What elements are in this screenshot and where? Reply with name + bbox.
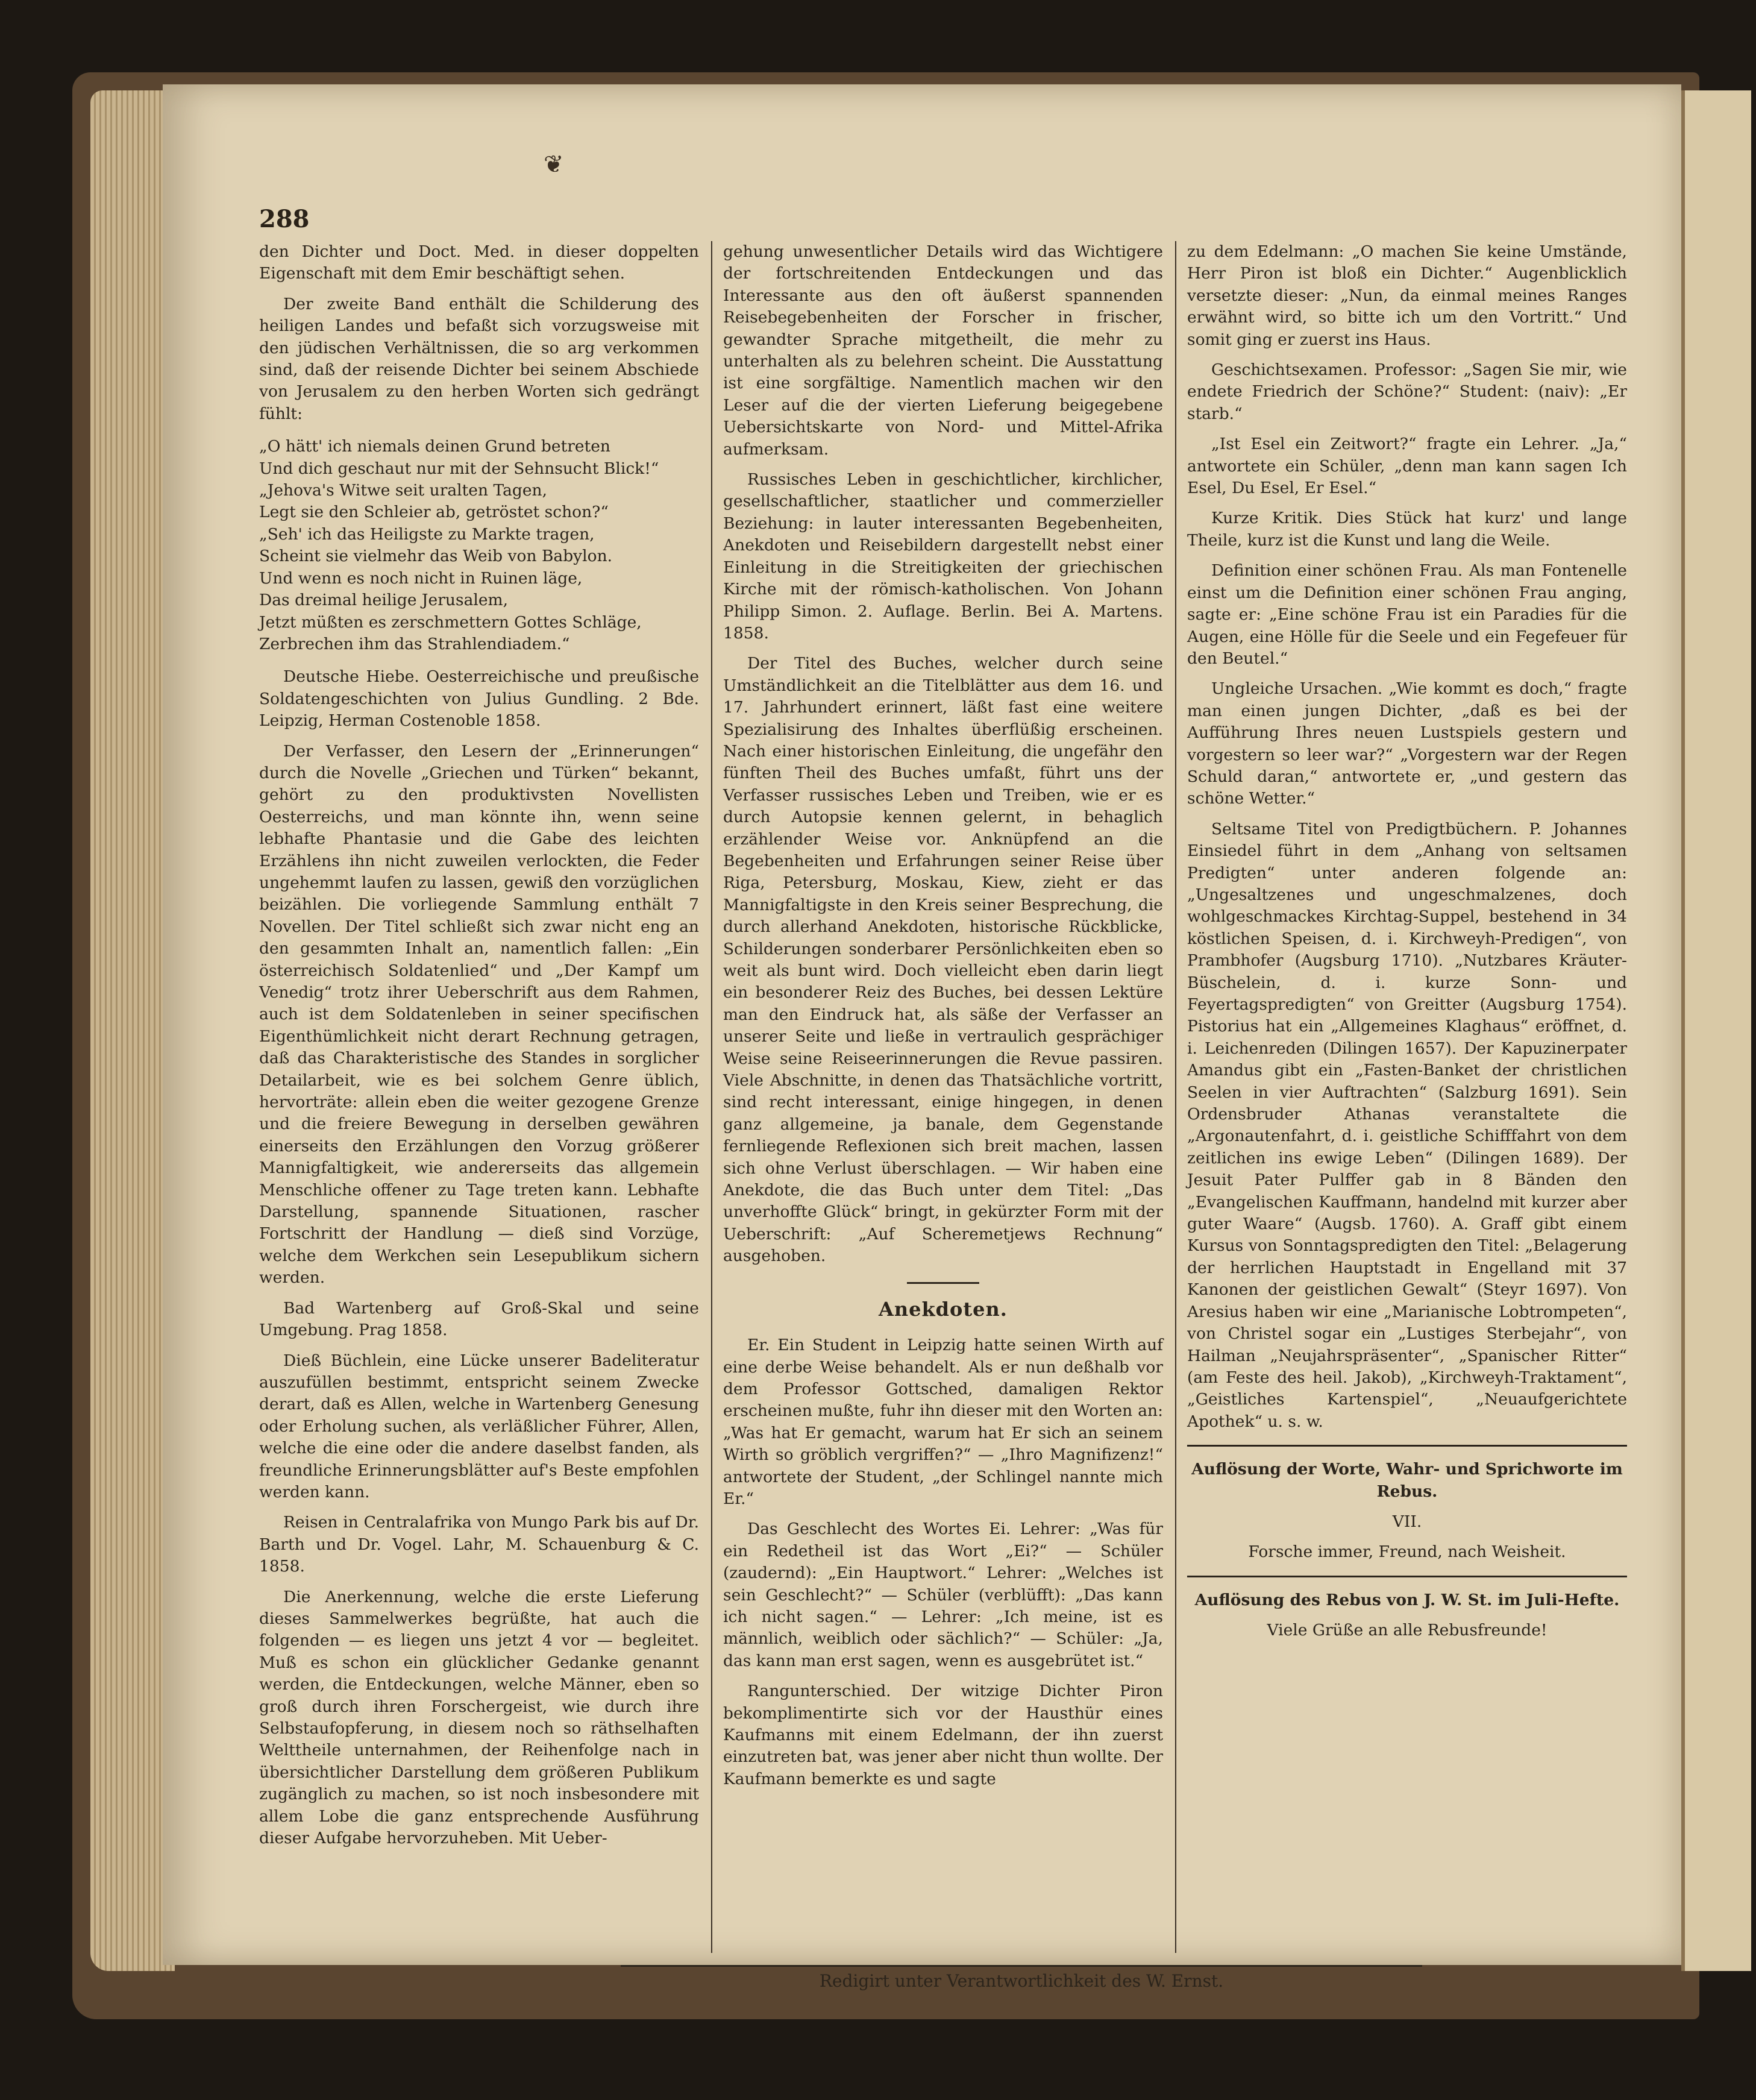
anecdote: „Ist Esel ein Zeitwort?“ fragte ein Lehrer. „Ja,“ antwortete ein Schüler, „denn man kann sagen Ich Esel, Du Esel, Er Esel.“ xyxy=(1187,435,1627,498)
ornament-icon: ❦ xyxy=(544,151,564,178)
paragraph: Dieß Büchlein, eine Lücke unserer Badeliteratur auszufüllen bestimmt, entspricht seinem Zwecke derart, daß es Allen, welche in Wartenberg Genesung oder Erholung suchen, als verläßlicher Führer, Allen, welche die eine oder die andere daselbst fanden, als freundliche Erinnerungsblätter auf's Beste empfohlen werden kann. xyxy=(259,1351,699,1501)
facing-page-edge xyxy=(1681,90,1751,1971)
poem-line: „Seh' ich das Heiligste zu Markte tragen, xyxy=(259,524,595,544)
book-review-title: Deutsche Hiebe. Oesterreichische und preußische Soldatengeschichten von Julius Gundling. 2 Bde. Leipzig, Herman Costenoble 1858. xyxy=(259,667,699,731)
greeting: Viele Grüße an alle Rebusfreunde! xyxy=(1267,1621,1547,1640)
book-review-title: Russisches Leben in geschichtlicher, kirchlicher, gesellschaftlicher, staatlicher und commerzieller Beziehung: in lauter interessanten Begebenheiten, Anekdoten und Reisebildern dargestellt nebst einer Einleitung in die Streitigkeiten der griechischen Kirche mit der römisch-katholischen. Von Johann Philipp Simon. 2. Auflage. Berlin. Bei A. Martens. 1858. xyxy=(723,470,1163,643)
poem-line: „Jehova's Witwe seit uralten Tagen, xyxy=(259,481,548,500)
poem-line: Legt sie den Schleier ab, getröstet schon?“ xyxy=(259,503,609,522)
paragraph: gehung unwesentlicher Details wird das Wichtigere der fortschreitenden Entdeckungen und das Interessante aus den oft äußerst spannenden Reisebegebenheiten der Forscher in frischer, gewandter Sprache mitgetheilt, die mehr zu unterhalten als zu belehren scheint. Die Ausstattung ist eine sorgfältige. Namentlich machen wir den Leser auf die der vierten Lieferung beigegebene Uebersichtskarte von Nord- und Mittel-Afrika aufmerksam. xyxy=(723,242,1163,459)
column-2 xyxy=(723,241,1163,1799)
column-3 xyxy=(1187,241,1627,1650)
poem-line: Zerbrechen ihm das Strahlendiadem.“ xyxy=(259,634,570,653)
paragraph: Der Titel des Buches, welcher durch seine Umständlichkeit an die Titelblätter aus dem 16. und 17. Jahrhundert erinnert, läßt fast eine weitere Spezialisirung des Inhaltes überflüßig erscheinen. Nach einer historischen Einleitung, die ungefähr den fünften Theil des Buches umfaßt, führt uns der Verfasser russisches Leben und Treiben, wie er es durch Autopsie kennen gelernt, in behaglich erzählender Weise vor. Anknüpfend an die Begebenheiten und Erfahrungen seiner Reise über Riga, Petersburg, Moskau, Kiew, zieht er das Mannigfaltigste in den Kreis seiner Besprechung, die durch allerhand Anekdoten, historische Rückblicke, Schilderungen sonderbarer Persönlichkeiten eben so weit als bunt wird. Doch vielleicht eben darin liegt ein besonderer Reiz des Buches, bei dessen Lektüre man den Eindruck hat, als säße der Verfasser an unserer Seite und ließe in vertraulich gesprächiger Weise seine Reiseerinnerungen die Revue passiren. Viele Abschnitte, in denen das Thatsächliche vortritt, sind recht interessant, einige hingegen, in denen ganz allgemeine, ja banale, dem Gegenstande fernliegende Reflexionen sich breit machen, lassen sich ohne Verlust überschlagen. — Wir haben eine Anekdote, die das Buch unter dem Titel: „Das unverhoffte Glück“ bringt, in gekürzter Form mit der Ueberschrift: „Auf Scheremetjews Rechnung“ ausgehoben. xyxy=(723,654,1163,1266)
poem-line: Das dreimal heilige Jerusalem, xyxy=(259,591,509,610)
anecdote: Definition einer schönen Frau. Als man Fontenelle einst um die Definition einer schönen Frau anging, sagte er: „Eine schöne Frau ist ein Paradies für die Augen, eine Hölle für die Seele und ein Fegefeuer für den Beutel.“ xyxy=(1187,561,1627,668)
anecdote: Rangunterschied. Der witzige Dichter Piron bekomplimentirte sich vor der Hausthür eines Kaufmanns mit einem Edelmann, der ihn zuerst einzutreten bat, was jener aber nicht thun wollte. Der Kaufmann bemerkte es und sagte xyxy=(723,1682,1163,1788)
column-divider xyxy=(711,241,712,1953)
anecdote: zu dem Edelmann: „O machen Sie keine Umstände, Herr Piron ist bloß ein Dichter.“ Augenblicklich versetzte dieser: „Nun, da einmal meines Ranges erwähnt wird, so bitte ich um den Vortritt.“ Und somit ging er zuerst ins Haus. xyxy=(1187,242,1627,349)
printed-page xyxy=(163,84,1681,1991)
poem-line: Und dich geschaut nur mit der Sehnsucht Blick!“ xyxy=(259,459,659,478)
column-1 xyxy=(259,241,699,1858)
rebus-number: VII. xyxy=(1392,1512,1422,1531)
poem-line: Und wenn es noch nicht in Ruinen läge, xyxy=(259,568,583,588)
rebus-solution: Forsche immer, Freund, nach Weisheit. xyxy=(1248,1542,1566,1562)
anecdote: Kurze Kritik. Dies Stück hat kurz' und lange Theile, kurz ist die Kunst und lang die Weile. xyxy=(1187,509,1627,550)
anecdote: Seltsame Titel von Predigtbüchern. P. Johannes Einsiedel führt in dem „Anhang von seltsamen Predigten“ unter anderen folgende an: „Ungesaltzenes und ungeschmalzenes, doch wohlgeschmackes Kirchtag-Suppel, bestehend in 34 köstlichen Speisen, d. i. Kirchweyh-Predigen“, von Prambhofer (Augsburg 1710). „Nutzbares Kräuter-Büschelein, d. i. kurze Sonn- und Feyertagspredigten“ von Greitter (Augsburg 1754). Pistorius hat ein „Allgemeines Klaghaus“ eröffnet, d. i. Leichenreden (Dilingen 1657). Der Kapuzinerpater Amandus gibt ein „Fasten-Banket der christlichen Seelen in vier Auftrachten“ (Salzburg 1691). Sein Ordensbruder Athanas veranstaltete die „Argonautenfahrt, d. i. geistliche Schifffahrt von dem zeitlichen ins ewige Leben“ (Dilingen 1689). Der Jesuit Pater Pulffer gab in 8 Bänden den „Evangelischen Kauffmann, handelnd mit kurzer aber guter Waare“ (Augsb. 1760). A. Graff gibt einem Kursus von Sonntagspredigten den Titel: „Belagerung der herrlichen Hauptstadt in Engelland mit 37 Kanonen der geistlichen Gewalt“ (Steyr 1697). Von Aresius haben wir eine „Marianische Lobtrompeten“, von Christel sogar ein „Lustiges Sterbejahr“, von Hailman „Neujahrspräsenter“, „Spanischer Ritter“ (am Feste des heil. Jakob), „Kirchweyh-Traktament“, „Geistliches Kartenspiel“, „Neuaufgerichtete Apothek“ u. s. w. xyxy=(1187,819,1627,1431)
anecdote: Ungleiche Ursachen. „Wie kommt es doch,“ fragte man einen jungen Dichter, „daß es bei der Aufführung Ihres neuen Lustspiels gestern und vorgestern so leer war?“ „Vorgestern war der Regen Schuld daran,“ antwortete er, „und gestern das schöne Wetter.“ xyxy=(1187,679,1627,808)
poem-line: Scheint sie vielmehr das Weib von Babylon. xyxy=(259,547,613,566)
paragraph: Die Anerkennung, welche die erste Lieferung dieses Sammelwerkes begrüßte, hat auch die folgenden — es liegen uns jetzt 4 vor — begleitet. Muß es schon ein glücklicher Gedanke genannt werden, die Entdeckungen, welche Männer, eben so groß durch ihren Forschergeist, wie durch ihre Selbstaufopferung, in diesem noch so räthselhaften Welttheile unternahmen, der Reihenfolge nach in übersichtlicher Darstellung dem größeren Publikum zugänglich zu machen, so ist noch insbesondere mit allem Lobe die ganz entsprechende Ausführung dieser Aufgabe hervorzuheben. Mit Ueber- xyxy=(259,1587,699,1848)
book-review-title: Bad Wartenberg auf Groß-Skal und seine Umgebung. Prag 1858. xyxy=(259,1298,699,1340)
paragraph: Der zweite Band enthält die Schilderung des heiligen Landes und befaßt sich vorzugsweise mit den jüdischen Verhältnissen, die so arg verkommen sind, daß der reisende Dichter bei seinem Abschiede von Jerusalem zu den herben Worten sich gedrängt fühlt: xyxy=(259,294,699,423)
editor-footer: Redigirt unter Verantwortlichkeit des W. Ernst. xyxy=(819,1971,1224,1991)
anecdote: Er. Ein Student in Leipzig hatte seinen Wirth auf eine derbe Weise behandelt. Als er nun deßhalb vor dem Professor Gottsched, damaligen Rektor erscheinen mußte, fuhr ihn dieser mit den Worten an: „Was hat Er gemacht, warum hat Er sich an seinem Wirth so gröblich vergriffen?“ — „Ihro Magnifizenz!“ antwortete der Student, „der Schlingel nannte mich Er.“ xyxy=(723,1336,1163,1508)
section-rule xyxy=(1187,1576,1627,1577)
anecdote: Geschichtsexamen. Professor: „Sagen Sie mir, wie endete Friedrich der Schöne?“ Student: (naiv): „Er starb.“ xyxy=(1187,360,1627,423)
rebus-solution-title: Auflösung des Rebus von J. W. St. im Juli-Hefte. xyxy=(1194,1590,1620,1609)
poem-line: Jetzt müßten es zerschmettern Gottes Schläge, xyxy=(259,612,642,632)
poem xyxy=(259,436,699,655)
page-edges xyxy=(90,90,175,1971)
page-number: 288 xyxy=(259,205,310,233)
section-rule xyxy=(907,1282,979,1284)
paragraph: den Dichter und Doct. Med. in dieser doppelten Eigenschaft mit dem Emir beschäftigt sehen. xyxy=(259,242,699,283)
paragraph: Der Verfasser, den Lesern der „Erinnerungen“ durch die Novelle „Griechen und Türken“ bekannt, gehört zu den produktivsten Novellisten Oesterreichs, und man könnte ihn, wenn seine lebhafte Phantasie und die Gabe des leichten Erzählens ihn nicht zuweilen verlockten, die Feder ungehemmt laufen zu lassen, gewiß den vorzüglichen beizählen. Die vorliegende Sammlung enthält 7 Novellen. Der Titel schließt sich zwar nicht eng an den gesammten Inhalt an, namentlich fallen: „Ein österreichisch Soldatenlied“ und „Der Kampf um Venedig“ trotz ihrer Ueberschrift aus dem Rahmen, auch ist dem Soldatenleben in seiner specifischen Eigenthümlichkeit nicht derart Rechnung getragen, daß das Charakteristische des Standes in sorglicher Detailarbeit, wie es bei solchem Genre üblich, hervorträte: allein eben die weiter gezogene Grenze und die freiere Bewegung in derselben gewähren einerseits den Erzählungen den Vorzug größerer Mannigfaltigkeit, wie andererseits das allgemein Menschliche offener zu Tage treten kann. Lebhafte Darstellung, spannende Situationen, rascher Fortschritt der Handlung — dieß sind Vorzüge, welche dem Werkchen sein Lesepublikum sichern werden. xyxy=(259,741,699,1287)
column-divider xyxy=(1175,241,1176,1953)
footer-rule xyxy=(621,1965,1422,1967)
section-heading: Anekdoten. xyxy=(879,1297,1008,1321)
rebus-solution-title: Auflösung der Worte, Wahr- und Sprichworte im Rebus. xyxy=(1191,1460,1623,1501)
anecdote: Das Geschlecht des Wortes Ei. Lehrer: „Was für ein Redetheil ist das Wort „Ei?“ — Schüler (zaudernd): „Ein Hauptwort.“ Lehrer: „Welches ist sein Geschlecht?“ — Schüler (verblüfft): „Das kann ich nicht sagen.“ — Lehrer: „Ich meine, ist es männlich, weiblich oder sächlich?“ — Schüler: „Ja, das kann man erst sagen, wenn es ausgebrütet ist.“ xyxy=(723,1520,1163,1670)
section-rule xyxy=(1187,1445,1627,1447)
poem-line: „O hätt' ich niemals deinen Grund betreten xyxy=(259,437,610,456)
book-review-title: Reisen in Centralafrika von Mungo Park bis auf Dr. Barth und Dr. Vogel. Lahr, M. Schauenburg & C. 1858. xyxy=(259,1513,699,1576)
